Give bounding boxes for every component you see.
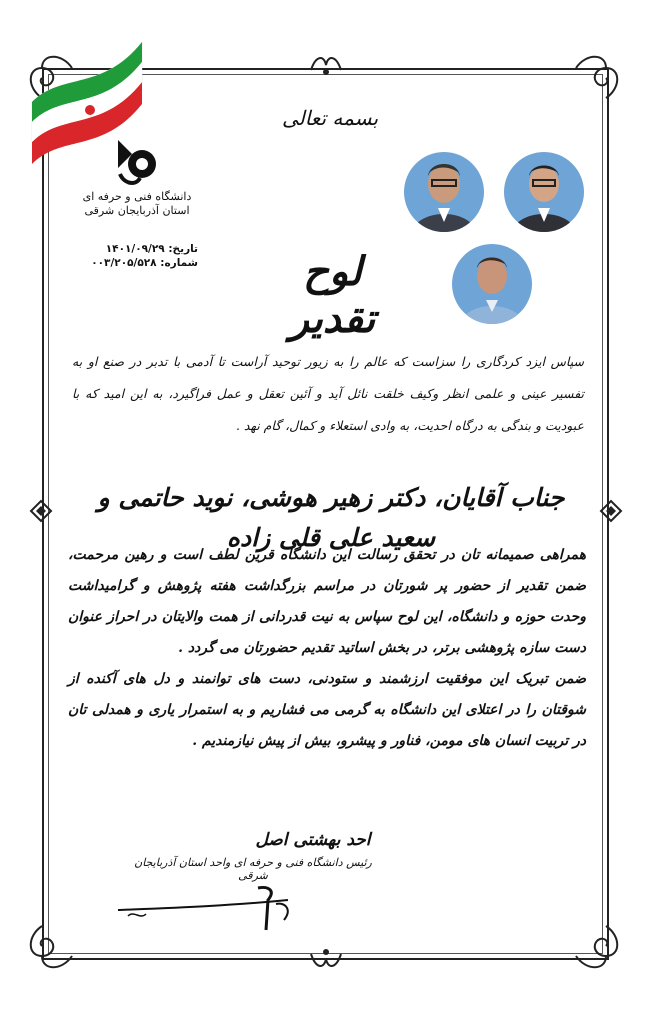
intro-paragraph: سپاس ایزد کردگاری را سزاست که عالم را به زیور توحید آراست تا آدمی با تدبر در صنع او به تفسیر عینی و علمی انظر وکیف خلقت نائل آید و آئین تعقل و عمل فراگیرد، به این امید که با عبودیت و بندگی به درگاه احدیت، به وادی استعلاء و کمال، گام نهد . (72, 354, 584, 433)
portrait-photo (504, 152, 584, 232)
corner-ornament-icon (556, 906, 626, 976)
corner-ornament-icon (22, 906, 92, 976)
body-paragraph-1: همراهی صمیمانه تان در تحقق رسالت این دانشگاه قرین لطف است و رهین مرحمت، ضمن تقدیر از حضور پر شورتان در مراسم بزرگداشت هفته پژوهش و گرامیداشت وحدت حوزه و دانشگاه، این لوح سپاس به نیت قدردانی از همت والایتان در احراز عنوان دست سازه پژوهشی برتر، در بخش اساتید تقدیم حضورتان می گردد . (68, 547, 586, 656)
signer-name: احد بهشتی اصل (255, 830, 371, 850)
mid-ornament-icon (306, 944, 346, 974)
university-name (78, 190, 196, 218)
recipients-names: جناب آقایان، دکتر زهیر هوشی، نوید حاتمی و سعید علی قلی زاده (97, 483, 565, 552)
side-ornament-icon (26, 496, 56, 526)
basmala: بسمه تعالی (281, 106, 379, 130)
corner-ornament-icon (556, 48, 626, 118)
number-value: ۰۰۳/۲۰۵/۵۲۸ (91, 257, 157, 269)
portrait-photo (452, 244, 532, 324)
signer-title: رئیس دانشگاه فنی و حرفه ای واحد استان آذربایجان شرقی (134, 856, 372, 882)
page-title: لوح تقدیر (289, 248, 376, 342)
portrait-photo (404, 152, 484, 232)
letter-body (68, 540, 586, 757)
date-label: تاریخ: (168, 243, 198, 255)
number-label: شماره: (160, 257, 198, 269)
handwritten-signature-icon (108, 880, 338, 940)
university-name-line1: دانشگاه فنی و حرفه ای (82, 190, 192, 203)
date-value: ۱۴۰۱/۰۹/۲۹ (105, 243, 165, 255)
letter-date (78, 242, 198, 256)
mid-ornament-icon (306, 50, 346, 80)
side-ornament-icon (596, 496, 626, 526)
body-paragraph-2: ضمن تبریک این موفقیت ارزشمند و ستودنی، دست های توانمند و دل های آکنده از شوقتان را در اعتلای این دانشگاه به گرمی می فشاریم و به استمرار یاری و همدلی تان در تربیت انسان های مومن، فناور و پیشرو، بیش از پیش نیازمندیم . (68, 671, 586, 749)
letter-meta (78, 242, 198, 270)
letter-number (78, 256, 198, 270)
university-name-line2: استان آذربایجان شرقی (84, 204, 190, 217)
university-logo-icon (110, 134, 164, 188)
